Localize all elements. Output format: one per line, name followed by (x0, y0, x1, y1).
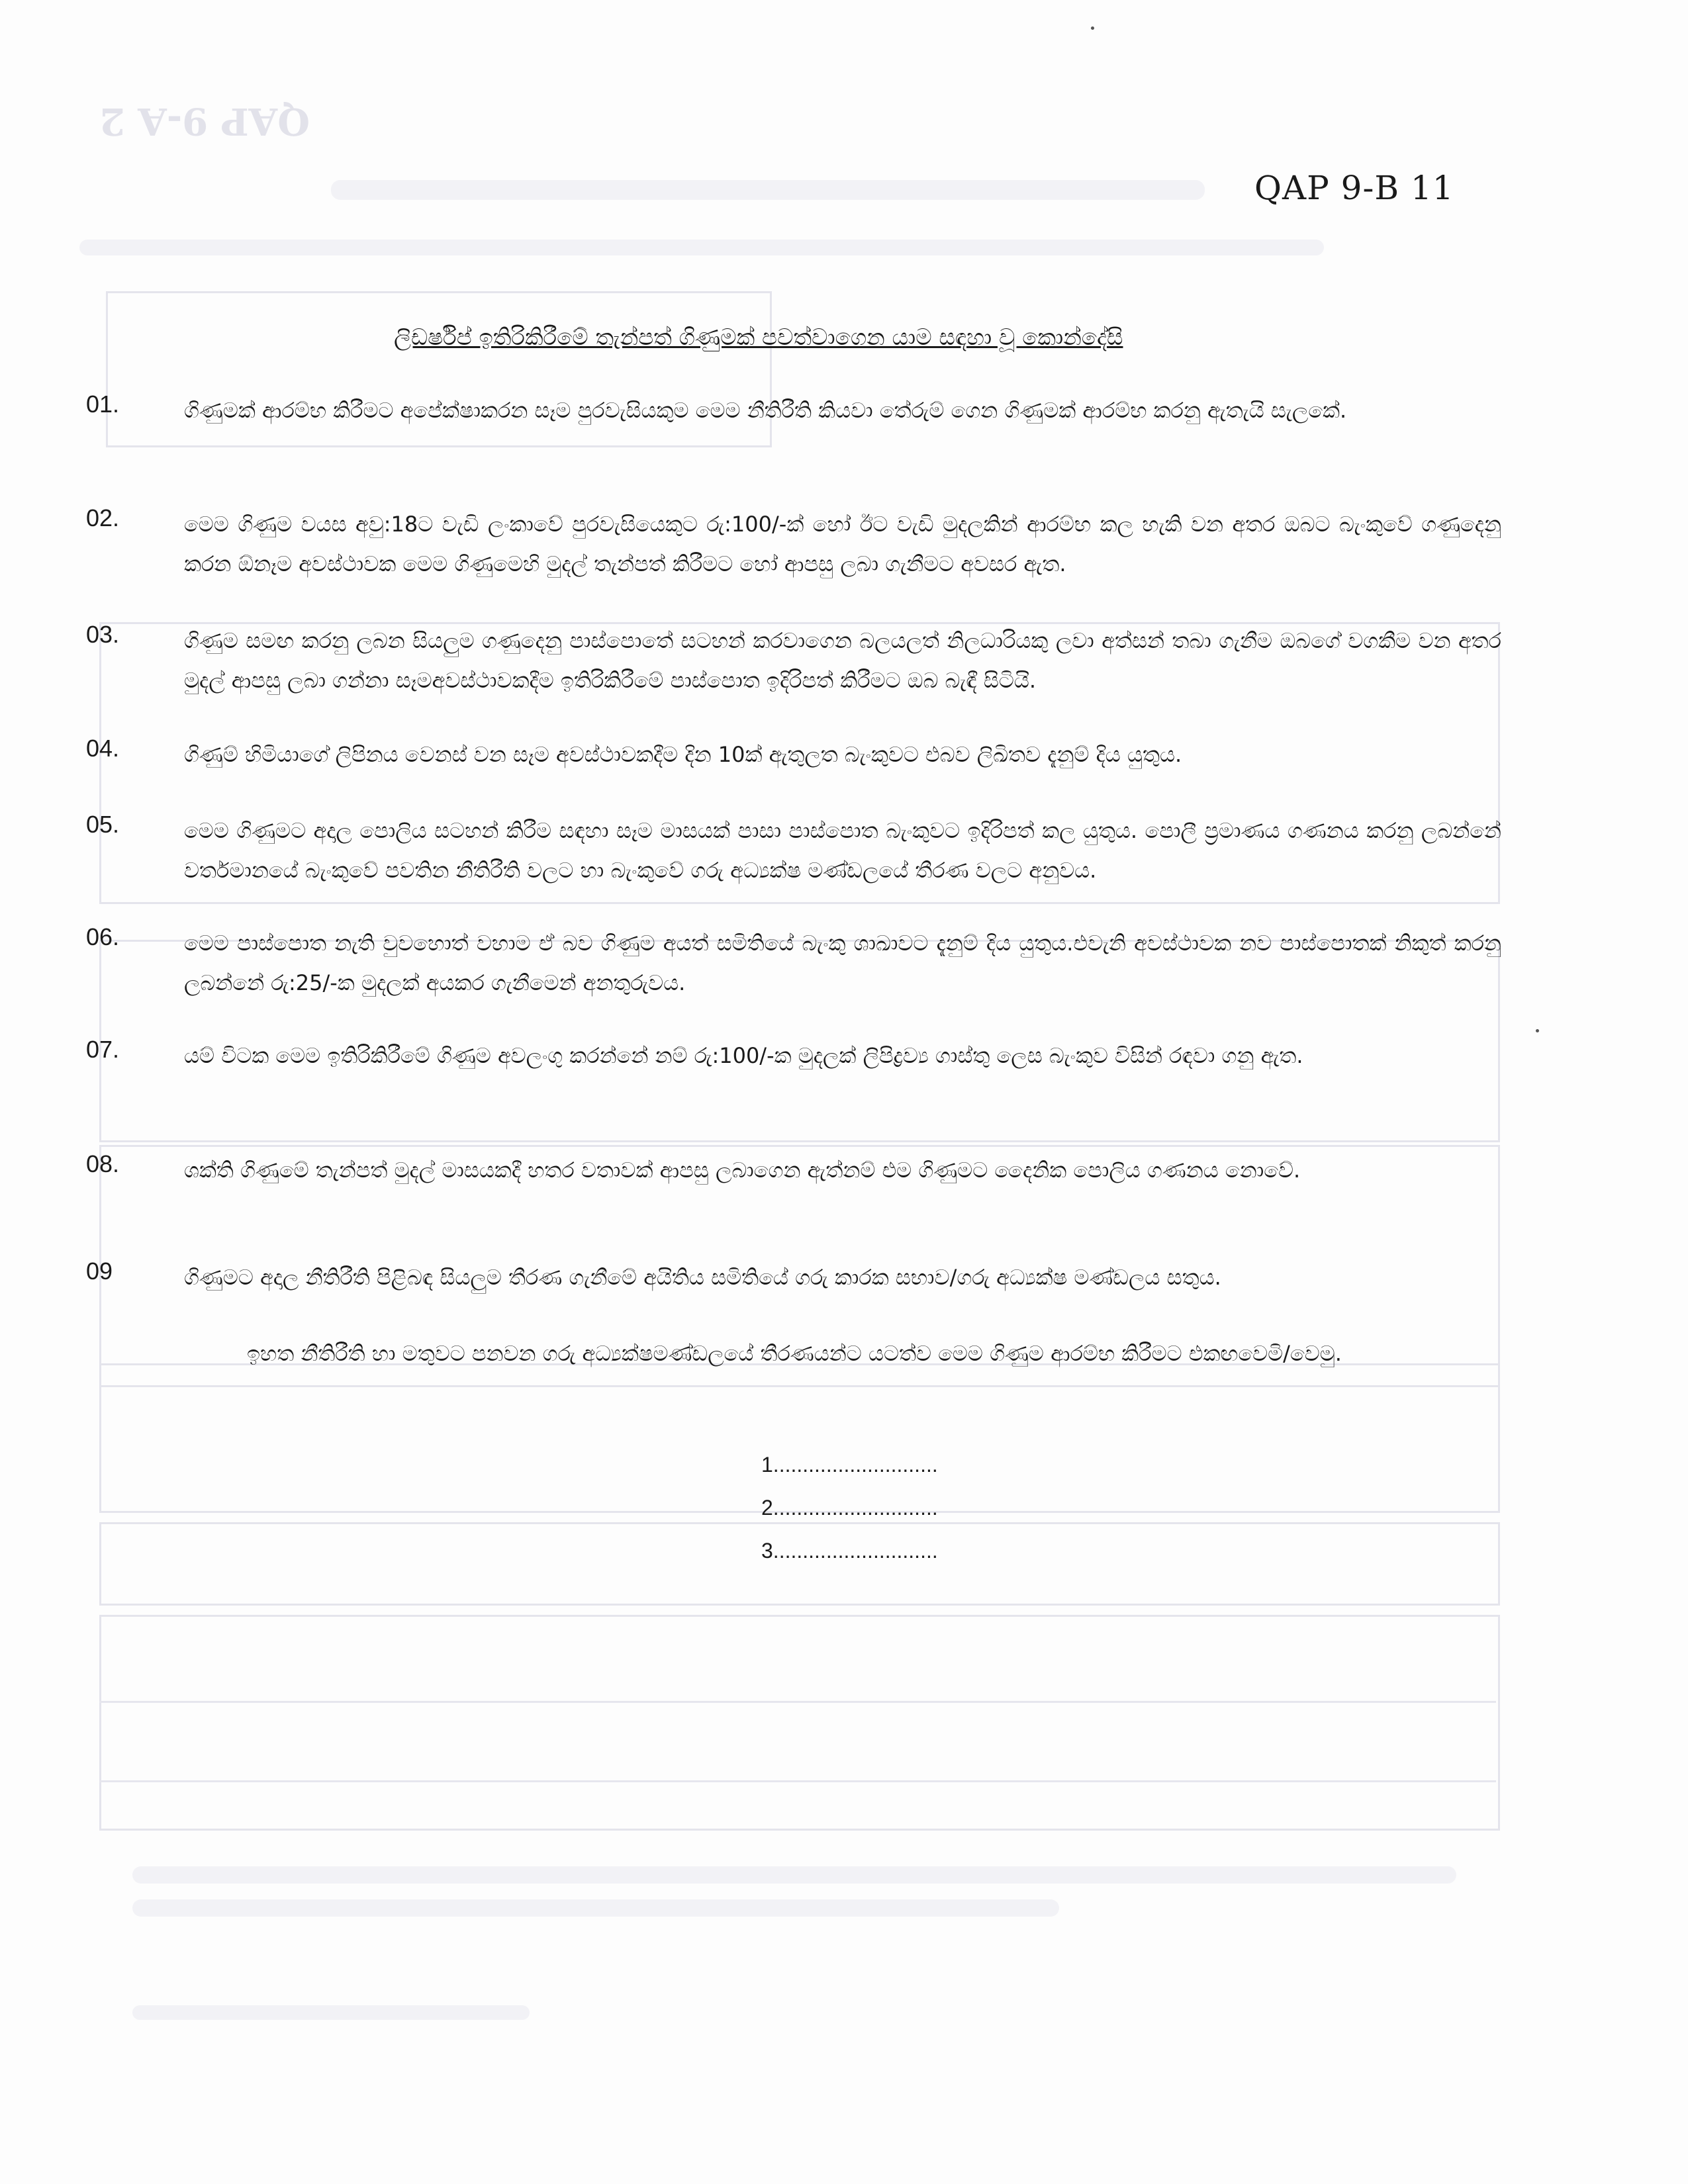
ghost-bleed-footer-1 (132, 1866, 1456, 1884)
document-code: QAP 9-B 11 (1254, 169, 1454, 207)
signature-line[interactable]: 3............................ (761, 1539, 938, 1563)
clause-number: 01. (86, 390, 120, 418)
clause-number: 06. (86, 923, 120, 950)
clause-number: 03. (86, 621, 120, 648)
ghost-bleed-subheading (79, 240, 1324, 255)
clause-text: ගිණුම් හිමියාගේ ලිපිනය වෙනස් වන සෑම අවස්ථාවකදීම දින 10ක් ඇතුලත බැංකුවට එබව ලිඛිතව දැනුම් දිය යුතුය. (184, 742, 1182, 767)
clause-text: මෙම ගිණුමට අදාල පොලිය සටහන් කිරීම සඳහා සෑම මාසයක් පාසා පාස්පොත බැංකුවට ඉදිරිපත් කල යුතුය. පොලී ප්‍රමාණය ගණනය කරනු ලබන්නේ වර්තමානයේ බැංකුවේ පවතින නීතිරීති වලට හා බැංකුවේ ගරු අධ්‍යක්ෂ මණ්ඩලයේ තීරණ වලට අනුවය. (184, 818, 1501, 883)
ghost-bleed-rule (99, 1780, 1496, 1782)
ghost-bleed-box-f (99, 1615, 1500, 1831)
scan-speck (1091, 26, 1094, 30)
clause-number: 07. (86, 1036, 120, 1063)
ghost-bleed-footer-3 (132, 2005, 530, 2020)
clause-text: ගිණුමට අදාල නීතිරීති පිළිබඳ සියලුම තීරණ ගැනීමේ අයිතිය සමිතියේ ගරු කාරක සභාව/ගරු අධ්‍යක්ෂ මණ්ඩලය සතුය. (184, 1265, 1221, 1290)
ghost-bleed-code: QAP 9-A 2 (99, 99, 310, 143)
clause-text: ගිණුමක් ආරම්භ කිරීමට අපේක්ෂාකරන සෑම පුරවැසියකුම මෙම නීතිරීති කියවා තේරුම් ගෙන ගිණුමක් ආරම්භ කරනු ඇතැයි සැලකේ. (184, 398, 1347, 423)
ghost-bleed-rule (99, 1701, 1496, 1703)
clause-text: ශක්ති ගිණුමේ තැන්පත් මුදල් මාසයකදී හතර වතාවක් ආපසු ලබාගෙන ඇත්නම් එම ගිණුමට දෛනික පොලිය ගණනය නොවේ. (184, 1158, 1301, 1183)
clause-text: ගිණුම සමඟ කරනු ලබන සියලුම ගණුදෙනු පාස්පොතේ සටහන් කරවාගෙන බලයලත් නිලධාරියකු ලවා අත්සන් තබා ගැනීම ඔබගේ වගකීම වන අතර මුදල් ආපසු ලබා ගන්නා සෑමඅවස්ථාවකදීම ඉතිරිකිරීමේ පාස්පොත ඉදිරිපත් කිරීමට ඔබ බැඳී සිටියි. (184, 628, 1501, 693)
document-title: ලිඩර්ෂිප් ඉතිරිකිරීමේ තැන්පත් ගිණුමක් පවත්වාගෙන යාම සඳහා වූ කොන්දේසි (394, 324, 1123, 351)
clause-text: මෙම පාස්පොත නැති වුවහොත් වහාම ඒ බව ගිණුම අයත් සමිතියේ බැංකු ශාඛාවට දැනුම් දිය යුතුය.එවැනි අවස්ථාවක නව පාස්පොතක් නිකුත් කරනු ලබන්නේ රු:25/-ක මුදලක් අයකර ගැනීමෙන් අනතුරුවය. (184, 931, 1501, 995)
signature-line[interactable]: 2............................ (761, 1496, 938, 1520)
clause-number: 04. (86, 735, 120, 762)
ghost-bleed-box-d (99, 1363, 1500, 1513)
signature-line[interactable]: 1............................ (761, 1453, 938, 1477)
clause-number: 05. (86, 811, 120, 838)
clause-number: 09 (86, 1257, 113, 1285)
clause-number: 08. (86, 1150, 120, 1177)
ghost-bleed-box-e (99, 1522, 1500, 1606)
clause-text: මෙම ගිණුම වයස අවු:18ට වැඩි ලංකාවේ පුරවැසියෙකුට රු:100/-ක් හෝ ඊට වැඩි මුදලකින් ආරම්භ කල හැකි වන අතර ඔබට බැංකුවේ ගණුදෙනු කරන ඕනෑම අවස්ථාවක මෙම ගිණුමෙහි මුදල් තැන්පත් කිරීමට හෝ ආපසු ලබා ගැනීමට අවසර ඇත. (184, 512, 1501, 576)
agreement-declaration: ඉහත නීතිරීති හා මතුවට පනවන ගරු අධ්‍යක්ෂමණ්ඩලයේ තීරණයන්ට යටත්ව මෙම ගිණුම ආරම්භ කිරීමට එකඟවෙමි/වෙමු. (247, 1341, 1342, 1366)
ghost-bleed-footer-2 (132, 1899, 1059, 1917)
ghost-bleed-heading (331, 180, 1205, 200)
clause-number: 02. (86, 504, 120, 531)
clause-text: යම් විටක මෙම ඉතිරිකිරීමේ ගිණුම අවලංගු කරන්නේ නම් රු:100/-ක මුදලක් ලිපිද්‍රව්‍ය ගාස්තු ලෙස බැංකුව විසින් රඳවා ගනු ඇත. (184, 1043, 1303, 1068)
scan-speck (1536, 1029, 1539, 1032)
